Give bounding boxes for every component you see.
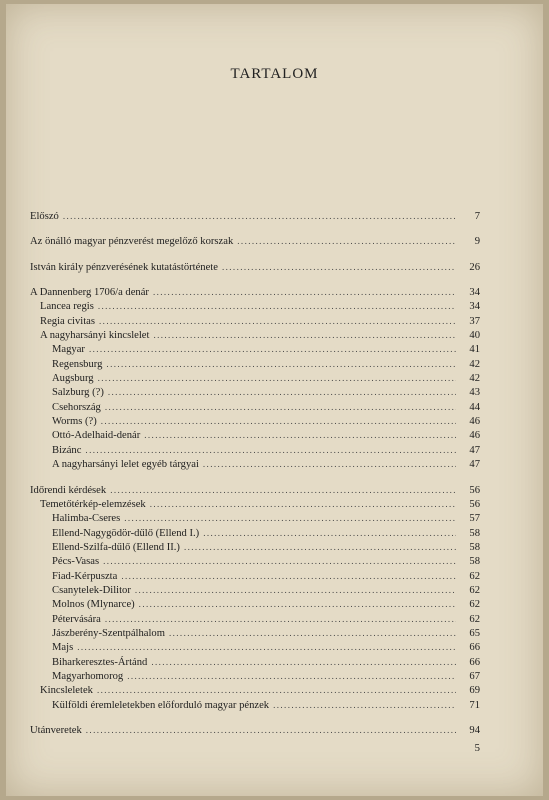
- toc-entry-page: 67: [469, 670, 480, 682]
- toc-entry-page: 58: [469, 541, 480, 553]
- toc-entry-page: 66: [469, 656, 480, 668]
- toc-entry-label: Worms (?): [52, 416, 97, 428]
- toc-entry-page: 9: [474, 236, 480, 248]
- toc-entry: [30, 655, 480, 669]
- toc-entry-label: Majs: [52, 642, 74, 654]
- toc-entry: [30, 540, 480, 554]
- toc-entry: [30, 511, 480, 525]
- toc-entry: [30, 583, 480, 597]
- toc-spacer: [30, 249, 480, 260]
- toc-entry-page: 62: [469, 570, 480, 582]
- toc-entry: [30, 285, 480, 299]
- toc-entry-page: 41: [469, 344, 480, 356]
- toc-entry: [30, 260, 480, 274]
- toc-entry: [30, 723, 480, 737]
- dot-leader: [203, 526, 456, 540]
- toc-entry-page: 58: [469, 556, 480, 568]
- toc-entry-label: Kincsleletek: [40, 685, 93, 697]
- dot-leader: [153, 328, 456, 342]
- dot-leader: [97, 683, 456, 697]
- toc-entry-page: 42: [469, 373, 480, 385]
- toc-entry-label: Ottó-Adelhaid-denár: [52, 430, 141, 442]
- toc-entry-label: Biharkeresztes-Ártánd: [52, 656, 148, 668]
- toc-entry-label: Magyarhomorog: [52, 670, 124, 682]
- toc-entry: [30, 385, 480, 399]
- toc-spacer: [30, 274, 480, 285]
- toc-entry-page: 62: [469, 599, 480, 611]
- toc-entry-label: Regensburg: [52, 358, 103, 370]
- dot-leader: [98, 299, 456, 313]
- dot-leader: [237, 234, 456, 248]
- dot-leader: [273, 698, 456, 712]
- toc-entry: [30, 314, 480, 328]
- toc-entry-label: Pécs-Vasas: [52, 556, 100, 568]
- dot-leader: [105, 612, 456, 626]
- toc-entry: [30, 357, 480, 371]
- toc-entry-label: Augsburg: [52, 373, 94, 385]
- toc-entry: [30, 698, 480, 712]
- toc-entry-label: Bizánc: [52, 444, 82, 456]
- toc-entry-page: 47: [469, 459, 480, 471]
- toc-entry-label: Pétervására: [52, 613, 101, 625]
- toc-entry: [30, 597, 480, 611]
- toc-entry: [30, 526, 480, 540]
- toc-entry-page: 26: [469, 261, 480, 273]
- dot-leader: [99, 314, 456, 328]
- dot-leader: [184, 540, 456, 554]
- dot-leader: [105, 400, 456, 414]
- page-title: TARTALOM: [230, 66, 319, 82]
- dot-leader: [77, 640, 456, 654]
- toc-entry-label: A nagyharsányi kincslelet: [40, 330, 150, 342]
- toc-entry: [30, 640, 480, 654]
- toc-entry-page: 42: [469, 358, 480, 370]
- dot-leader: [86, 723, 456, 737]
- toc-entry-page: 47: [469, 444, 480, 456]
- dot-leader: [101, 414, 456, 428]
- dot-leader: [85, 443, 456, 457]
- toc-entry-label: Ellend-Szilfa-dűlő (Ellend II.): [52, 541, 180, 553]
- toc-entry-page: 69: [469, 685, 480, 697]
- toc-entry-label: István király pénzverésének kutatástörténete: [30, 261, 218, 273]
- page-number: 5: [474, 742, 480, 754]
- dot-leader: [103, 554, 456, 568]
- toc-entry: [30, 400, 480, 414]
- dot-leader: [222, 260, 456, 274]
- dot-leader: [144, 428, 456, 442]
- toc-entry-page: 34: [469, 301, 480, 313]
- toc-entry-label: Molnos (Mlynarce): [52, 599, 135, 611]
- toc-spacer: [30, 472, 480, 483]
- dot-leader: [108, 385, 456, 399]
- toc-entry-page: 62: [469, 584, 480, 596]
- toc-entry: [30, 683, 480, 697]
- toc-entry-label: A nagyharsányi lelet egyéb tárgyai: [52, 459, 199, 471]
- dot-leader: [169, 626, 456, 640]
- toc-entry-page: 37: [469, 315, 480, 327]
- toc-entry: [30, 612, 480, 626]
- toc-entry: [30, 457, 480, 471]
- toc-entry-page: 7: [474, 211, 480, 222]
- toc-entry-page: 94: [469, 725, 480, 736]
- dot-leader: [106, 357, 456, 371]
- dot-leader: [98, 371, 456, 385]
- toc-entry-label: A Dannenberg 1706/a denár: [30, 287, 149, 299]
- toc-entry: [30, 328, 480, 342]
- toc-entry-page: 58: [469, 527, 480, 539]
- toc-entry-page: 71: [469, 699, 480, 711]
- dot-leader: [121, 569, 456, 583]
- toc-spacer: [30, 223, 480, 234]
- toc-entry-label: Halimba-Cseres: [52, 513, 121, 525]
- toc-entry-label: Salzburg (?): [52, 387, 104, 399]
- toc-entry-label: Temetőtérkép-elemzések: [40, 498, 146, 510]
- toc-entry-page: 43: [469, 387, 480, 399]
- toc-entry: [30, 234, 480, 248]
- toc-entry-page: 40: [469, 330, 480, 342]
- dot-leader: [203, 457, 456, 471]
- toc-entry: [30, 428, 480, 442]
- toc-entry-label: Időrendi kérdések: [30, 484, 107, 496]
- toc-entry-page: 44: [469, 401, 480, 413]
- book-page: [6, 4, 543, 796]
- toc-entry-page: 56: [469, 484, 480, 496]
- dot-leader: [89, 342, 456, 356]
- toc-entry: [30, 342, 480, 356]
- dot-leader: [139, 597, 456, 611]
- toc-entry-page: 56: [469, 498, 480, 510]
- toc-entry: [30, 371, 480, 385]
- dot-leader: [150, 497, 456, 511]
- toc-entry: [30, 209, 480, 223]
- toc-entry: [30, 497, 480, 511]
- toc-entry: [30, 483, 480, 497]
- toc-entry-page: 65: [469, 627, 480, 639]
- dot-leader: [124, 511, 456, 525]
- toc-entry-label: Csehország: [52, 401, 101, 413]
- toc-spacer: [30, 712, 480, 723]
- toc-entry: [30, 414, 480, 428]
- toc-entry-page: 46: [469, 416, 480, 428]
- toc-entry-page: 57: [469, 513, 480, 525]
- toc-entry: [30, 299, 480, 313]
- toc-entry-label: Magyar: [52, 344, 85, 356]
- toc-entry: [30, 626, 480, 640]
- toc-entry-label: Külföldi éremleletekben előforduló magyar pénzek: [52, 699, 270, 711]
- toc-entry: [30, 669, 480, 683]
- table-of-contents: [30, 209, 480, 737]
- toc-entry-label: Jászberény-Szentpálhalom: [52, 627, 165, 639]
- toc-entry-label: Az önálló magyar pénzverést megelőző korszak: [30, 236, 234, 248]
- toc-entry-label: Előszó: [30, 211, 59, 222]
- toc-entry: [30, 554, 480, 568]
- toc-entry-label: Lancea regis: [40, 301, 94, 313]
- toc-entry-label: Fiad-Kérpuszta: [52, 570, 118, 582]
- toc-entry: [30, 569, 480, 583]
- toc-entry-page: 66: [469, 642, 480, 654]
- dot-leader: [110, 483, 456, 497]
- dot-leader: [135, 583, 456, 597]
- dot-leader: [153, 285, 456, 299]
- dot-leader: [63, 209, 456, 223]
- toc-entry-label: Utánveretek: [30, 725, 82, 736]
- toc-entry-label: Regia civitas: [40, 315, 96, 327]
- toc-entry-page: 46: [469, 430, 480, 442]
- dot-leader: [127, 669, 456, 683]
- toc-entry-page: 34: [469, 287, 480, 299]
- toc-entry-page: 62: [469, 613, 480, 625]
- dot-leader: [151, 655, 456, 669]
- toc-entry: [30, 443, 480, 457]
- toc-entry-label: Ellend-Nagygödör-dűlő (Ellend I.): [52, 527, 200, 539]
- toc-entry-label: Csanytelek-Dilitor: [52, 584, 131, 596]
